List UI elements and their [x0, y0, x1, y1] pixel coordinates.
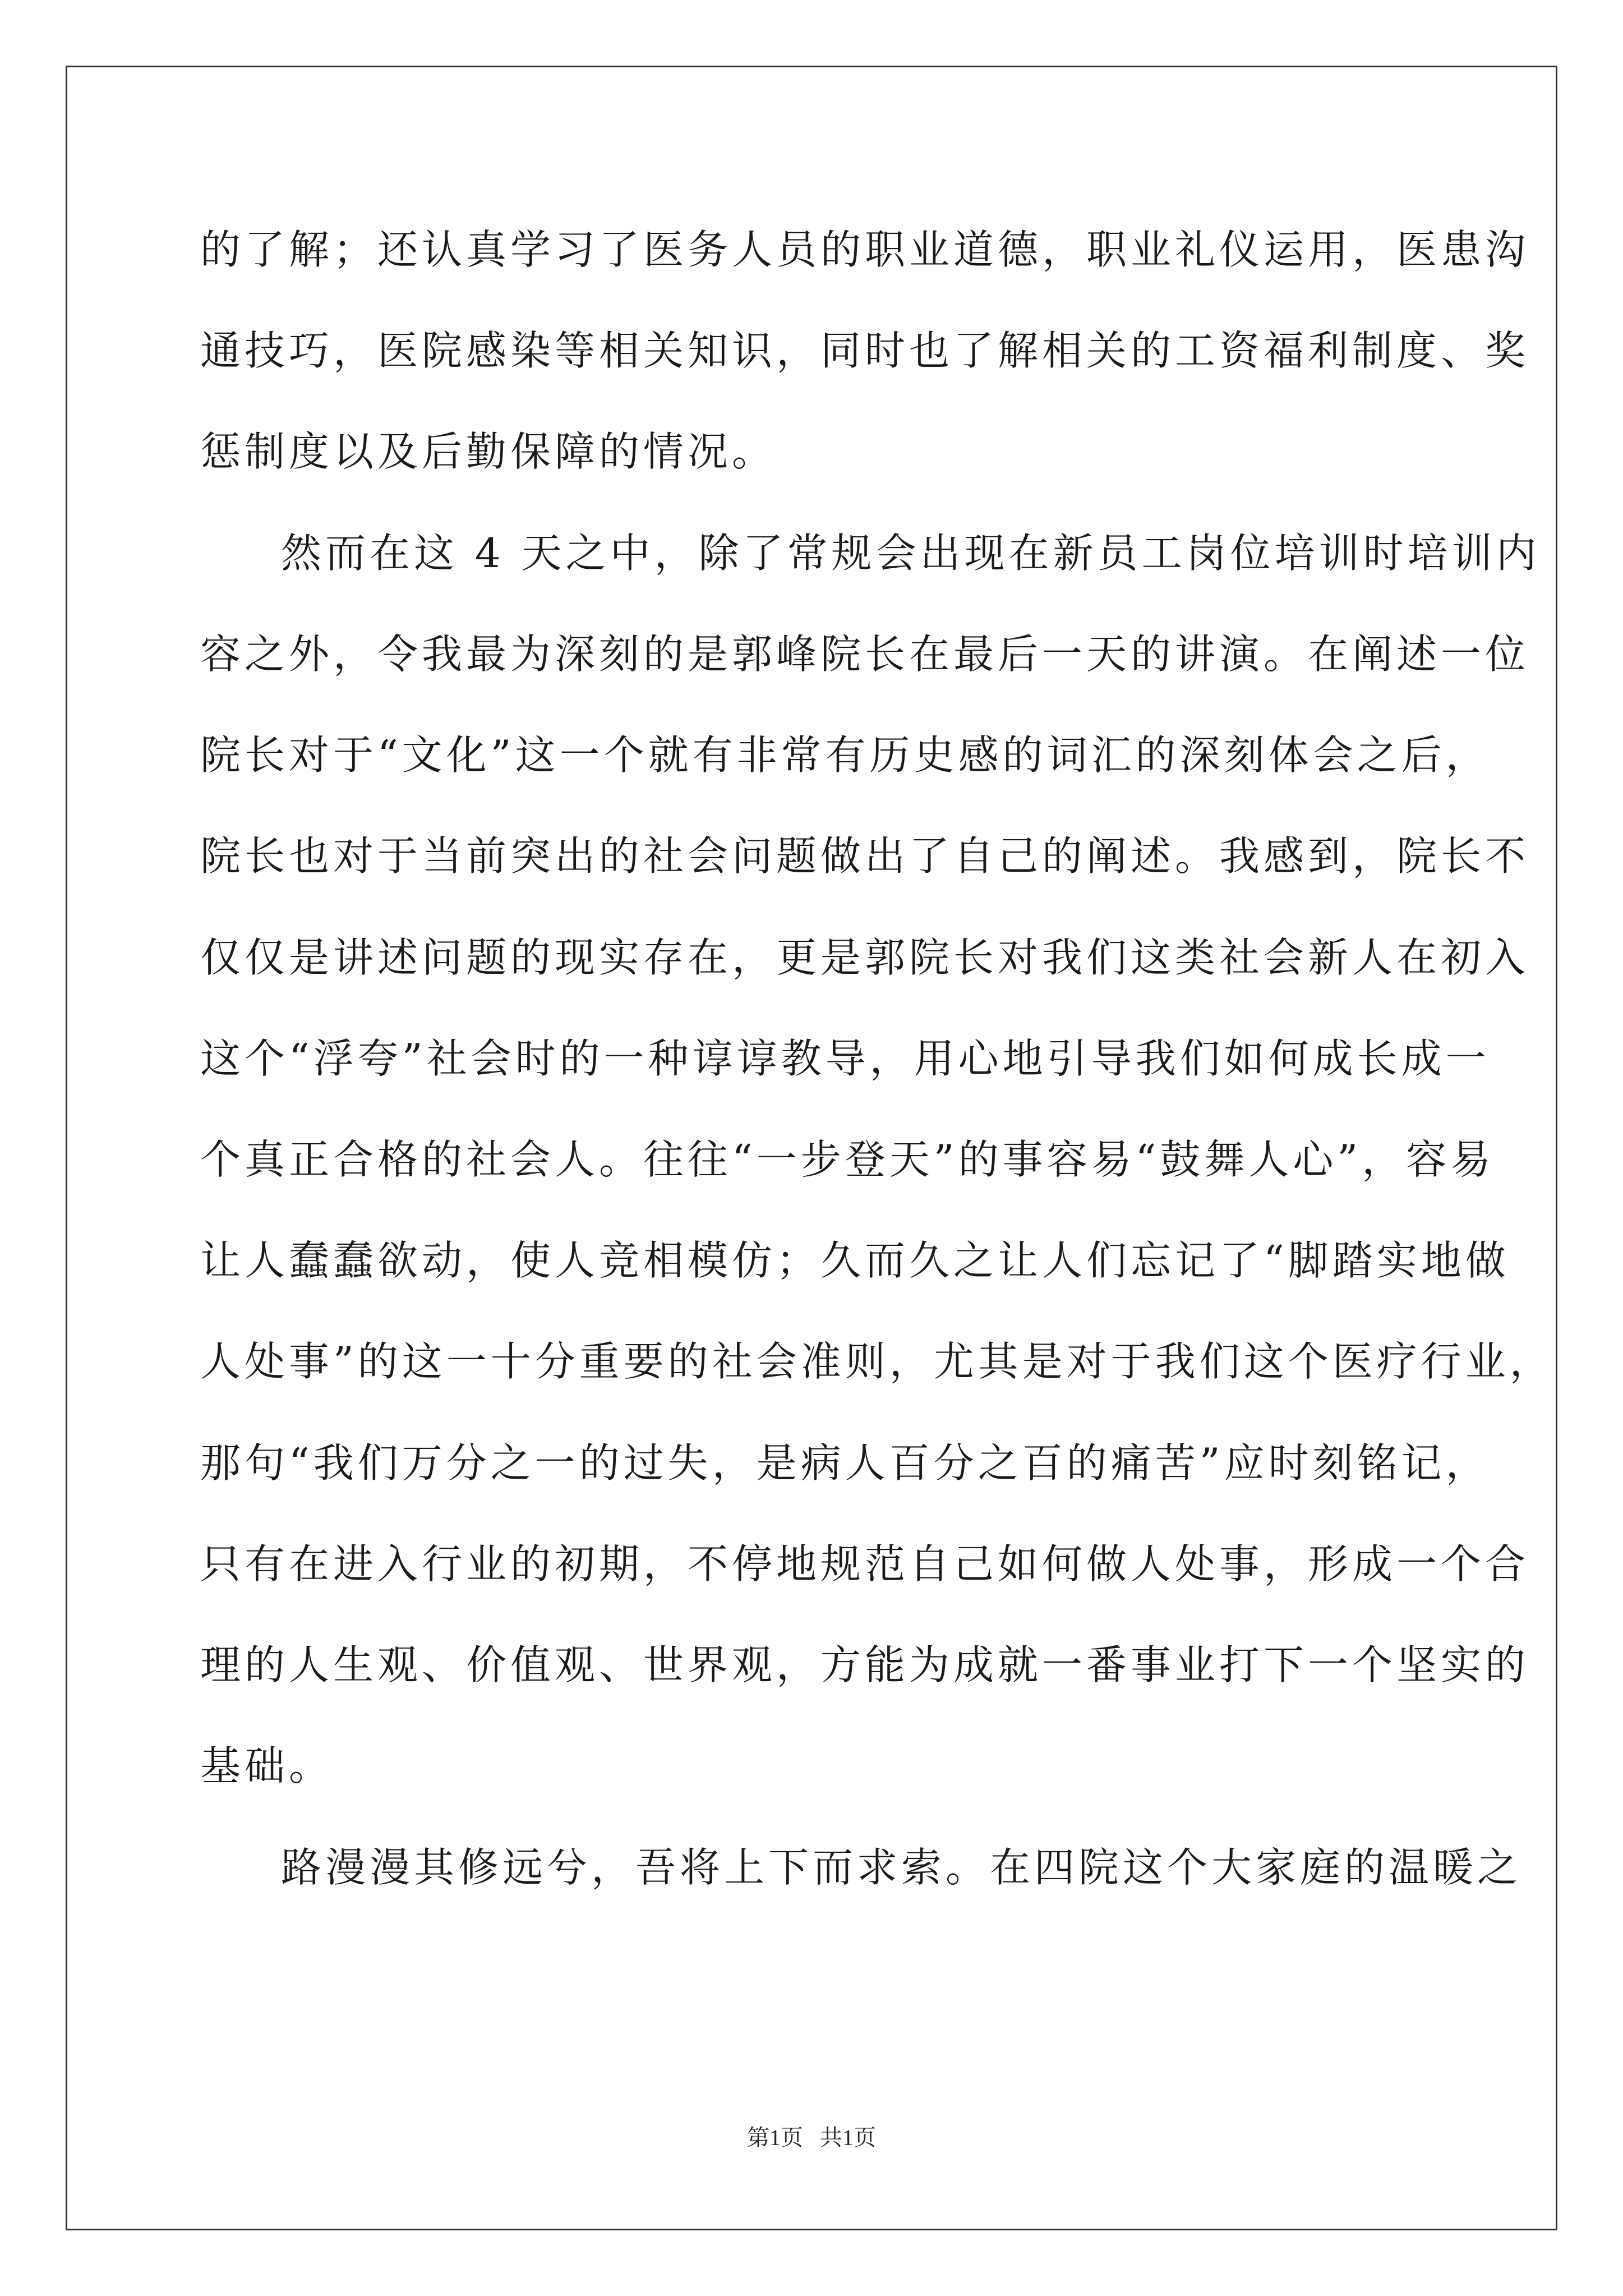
text-line: 院长也对于当前突出的社会问题做出了自己的阐述。我感到，院长不 [200, 832, 1530, 880]
paragraph-start-line: 路漫漫其修远兮，吾将上下而求索。在四院这个大家庭的温暖之 [281, 1844, 1522, 1891]
text-line: 这个“浮夸”社会时的一种谆谆教导，用心地引导我们如何成长成一 [200, 1035, 1490, 1082]
paragraph-start-line: 然而在这 4 天之中，除了常规会出现在新员工岗位培训时培训内 [281, 530, 1541, 577]
text-line: 人处事”的这一十分重要的社会准则，尤其是对于我们这个医疗行业， [200, 1338, 1554, 1385]
page-footer [0, 2124, 1623, 2152]
page-total: 共1页 [820, 2125, 876, 2150]
text-line: 理的人生观、价值观、世界观，方能为成就一番事业打下一个坚实的 [200, 1641, 1530, 1688]
text-line: 容之外，令我最为深刻的是郭峰院长在最后一天的讲演。在阐述一位 [200, 631, 1530, 678]
text-line: 个真正合格的社会人。往往“一步登天”的事容易“鼓舞人心”，容易 [200, 1136, 1495, 1183]
text-line: 只有在进入行业的初期，不停地规范自己如何做人处事，形成一个合 [200, 1540, 1530, 1588]
text-line: 那句“我们万分之一的过失，是病人百分之百的痛苦”应时刻铭记， [200, 1439, 1490, 1487]
text-line: 惩制度以及后勤保障的情况。 [200, 428, 777, 475]
text-line: 通技巧，医院感染等相关知识，同时也了解相关的工资福利制度、奖 [200, 327, 1530, 374]
text-line: 基础。 [200, 1742, 334, 1789]
text-line: 院长对于“文化”这一个就有非常有历史感的词汇的深刻体会之后， [200, 731, 1490, 779]
text-line: 让人蠢蠢欲动，使人竞相模仿；久而久之让人们忘记了“脚踏实地做 [200, 1237, 1510, 1284]
text-line: 仅仅是讲述问题的现实存在，更是郭院长对我们这类社会新人在初入 [200, 934, 1530, 981]
text-line: 的了解；还认真学习了医务人员的职业道德，职业礼仪运用，医患沟 [200, 226, 1530, 273]
page-number: 第1页 [747, 2125, 803, 2150]
